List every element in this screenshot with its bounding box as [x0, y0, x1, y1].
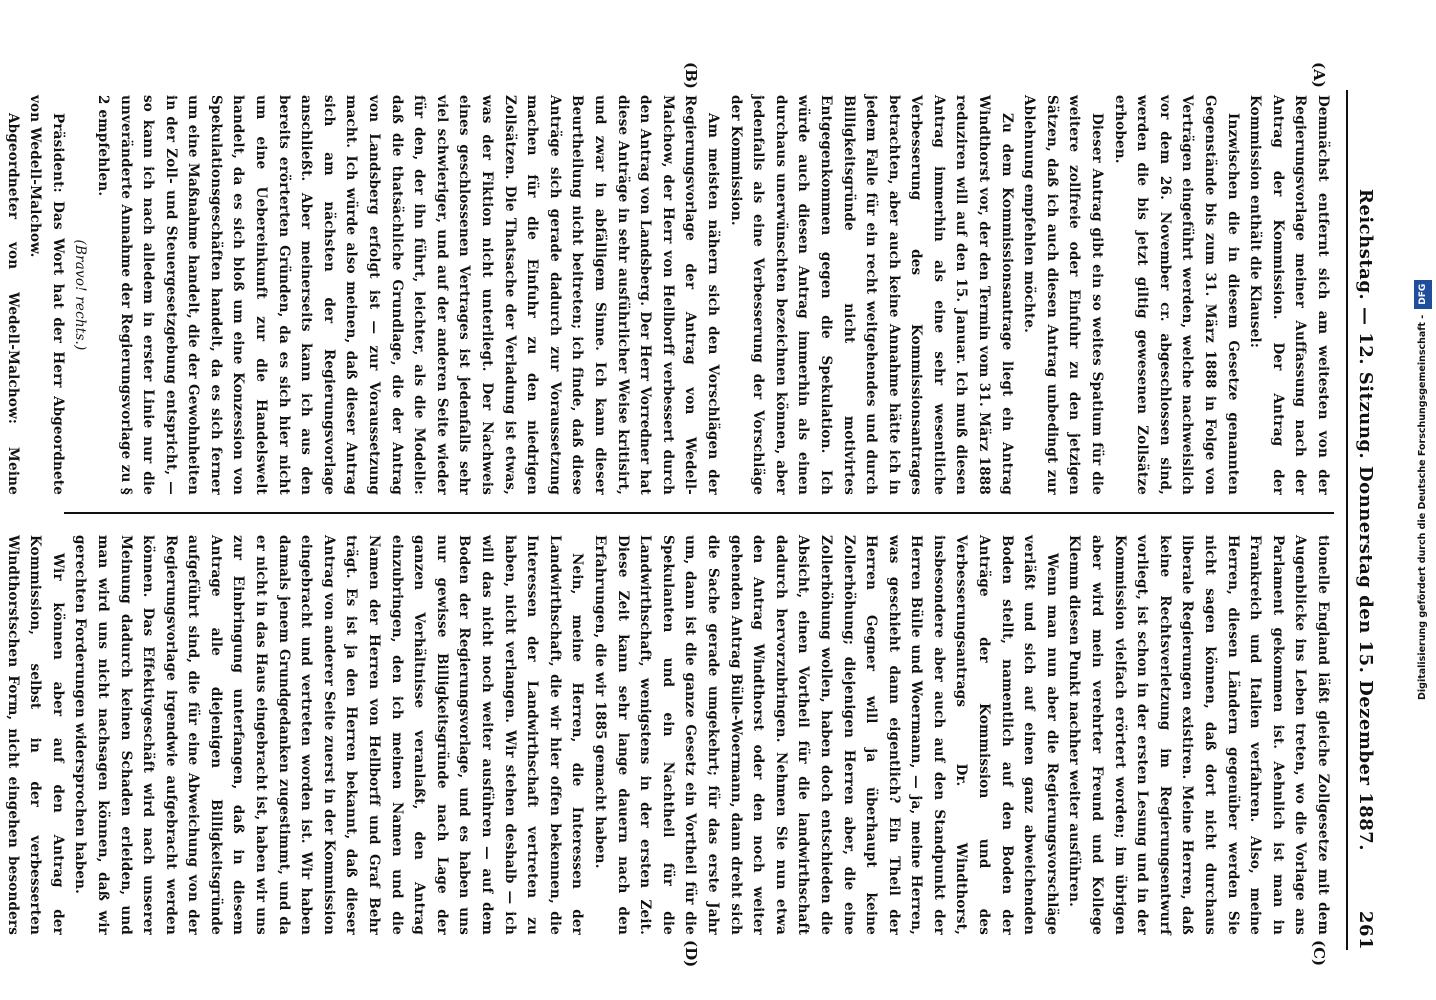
margin-mark-b: (B)	[682, 62, 700, 89]
page-header	[1346, 90, 1378, 950]
paragraph: Am meisten nähern sich den Vorschlägen der Regierungsvorlage der Antrag von Wedell-Malchow, der Herr von Hellborff verbessert durch den Antrag von Landsberg. Der Herr Vorredner hat diese Anträge in sehr ausführlicher Weise kritisirt, und zwar in abfälligem Sinne. Ich kann dieser Beurtheilung nicht beitreten; ich finde, daß diese Anträge sich gerade dadurch zur Voraussetzung machen für die Einfuhr zu den niedrigen Zollsätzen. Die Thatsache der Verladung ist etwas, was der Fiktion nicht unterliegt. Der Nachweis eines geschlossenen Vertrages ist jedenfalls sehr viel schwieriger, und auf der anderen Seite wieder für den, der ihn führt, leichter, als die Modelle: daß die thatsächliche Grundlage, die der Antrag von Landsberg erfolgt ist — zur Voraussetzung macht. Ich würde also meinen, daß dieser Antrag sich am nächsten der Regierungsvorlage anschließt. Aber meinerseits kann ich aus den bereits erörterten Gründen, da es sich hier nicht um eine Uebereinkunft zur die Handelswelt handelt, da es sich bloß um eine Konzession von Spekulationsgeschäften handelt, da es sich ferner um eine Maßnahme handelt, die der Gewohnheiten in der Zoll- und Steuergesetzgebung entspricht, — so kann ich nach alledem in erster Linie nur die unveränderte Annahme der Regierungsvorlage zu § 2 empfehlen.	[94, 95, 721, 495]
column-divider	[64, 512, 1334, 514]
paragraph: Wenn man nun aber die Regierungsvorschläge verläßt und sich auf einen ganz abweichenden Boden stellt, namentlich auf den Boden der Anträge der Kommission und des Verbesserungsantrags Dr. Windthorst, insbesondere aber auch auf den Standpunkt der Herren Bülle und Woermann, — ja, meine Herren, was geschieht dann eigentlich? Ein Theil der Herren Gegner will ja überhaupt keine Zollerhöhung; diejenigen Herren aber, die eine Zollerhöhung wollen, haben doch entschieden die Absicht, einen Vortheil für die landwirthschaft dadurch hervorzubringen. Nehmen Sie nun etwa den Antrag Windthorst oder den noch weiter gehenden Antrag Bülle-Woermann, dann dreht sich die Sache gerade umgekehrt; für das erste Jahr um, dann ist die ganze Gesetz ein Vortheil für die Spekulanten und ein Nachtheil für die Landwirthschaft, wenigstens in der ersten Zeit. Diese Zeit kann sehr lange dauern nach den Erfahrungen, die wir 1885 gemacht haben.	[592, 535, 1060, 935]
dfg-logo: DFG	[1414, 280, 1432, 309]
running-title: Reichstag. — 12. Sitzung. Donnerstag den 15. Dezember 1887.	[1355, 188, 1376, 852]
paragraph: Nein, meine Herren, die Interessen der Landwirthschaft, die wir hier offen bekennen, die Interessen der Landwirthschaft vertreten zu haben, nicht verlangen. Wir stehen deshalb — ich will das nicht noch weiter ausführen — auf dem Boden der Regierungsvorlage, und es haben uns nur gewisse Billigkeitsgründe nach Lage der ganzen Verhältnisse veranlaßt, den Antrag einzubringen, den ich meinen Namen und die Namen der Herren von Hellborff und Graf Behr trägt. Es ist ja den Herren bekannt, daß dieser Antrag von anderer Seite zuerst in der Kommission eingebracht und vertreten worden ist. Wir haben damals jenem Grundgedanken zugestimmt, und da er nicht in das Haus eingebracht ist, haben wir uns zur Einbringung unterfangen, daß in diesem Antrage alle diejenigen Billigkeitsgründe aufgeführt sind, die für eine Abweichung von der Regierungsvorlage irgendwie aufgebracht werden können. Das Effektivgeschäft wird nach unserer Meinung dadurch keinen Schaden erleiden, und man wird uns nicht nachsagen können, daß wir gerechten Forderungen widersprochen haben.	[72, 535, 586, 935]
paragraph: Zu dem Kommissionsantrage liegt ein Antrag Windthorst vor, der den Termin vom 31. März 1888 reduziren will auf den 15. Januar. Ich muß diesen Antrag immerhin als eine sehr wesentliche Verbesserung des Kommissionsantrages betrachten, aber auch keine Annahme hätte ich in jedem Falle für ein recht weitgehendes und durch Billigkeitsgründe nicht motivirtes Entgegenkommen gegen die Spekulation. Ich würde auch diesen Antrag immerhin als einen durchaus unerwünschten bezeichnen können, aber jedenfalls als eine Verbesserung der Vorschläge der Kommission.	[727, 95, 1015, 495]
page-number: 261	[1355, 910, 1376, 950]
credit-text: Digitalisierung gefördert durch die Deutsche Forschungsgemeinschaft -	[1417, 314, 1428, 700]
speaker-paragraph: Präsident: Das Wort hat der Herr Abgeordnete von Wedell-Malchow.	[27, 95, 66, 495]
paragraph: tionelle England läßt gleiche Zollgesetze mit dem Augenblicke ins Leben treten, wo die Vorlage ans Parlament gekommen ist. Aehnlich ist man in Frankreich und Italien verfahren. Also, meine Herren, diesen Ländern gegenüber werden Sie nicht sagen können, daß dort nicht durchaus liberale Regierungen existiren. Meine Herren, daß keine Rechtsverletzung im Regierungsentwurf vorliegt, ist schon in der ersten Lesung und in der Kommission vielfach erörtert worden; im übrigen aber wird mein verehrter Freund und Kollege Klemm diesen Punkt nachher weiter ausführen.	[1066, 535, 1331, 935]
paragraph: Demnächst entfernt sich am weitesten von der Regierungsvorlage meiner Auffassung nach der Antrag der Kommission. Der Antrag der Kommission enthält die Klausel:	[1247, 95, 1331, 495]
paragraph: Wir können aber auf den Antrag der Kommission, selbst in der verbesserten Windthorstschen Form, nicht eingehen besonders	[4, 535, 66, 935]
speaker-paragraph: Abgeordneter von Wedell-Malchow: Meine	[4, 113, 21, 495]
margin-mark-c: (C)	[1310, 940, 1328, 967]
left-column	[4, 95, 1334, 495]
right-column	[4, 535, 1334, 935]
margin-mark-a: (A)	[1310, 62, 1328, 88]
margin-mark-d: (D)	[682, 940, 700, 968]
paragraph: Dieser Antrag gibt ein so weites Spatium für die weitere zollfreie oder Einfuhr zu den jetzigen Sätzen, daß ich auch diesen Antrag unbedingt zur Ablehnung empfehlen möchte.	[1021, 95, 1106, 495]
digitization-credit	[1410, 0, 1432, 1000]
applause-note: (Bravo! rechts.)	[72, 239, 89, 351]
quoted-clause: Inzwischen die in diesem Gesetze genannten Gegenstände bis zum 31. März 1888 in Folge von Verträgen eingeführt werden, welche nachweislich vor dem 26. November cr. abgeschlossen sind, werden die bis jetzt giltig gewesenen Zollsätze erhoben.	[1111, 95, 1241, 495]
